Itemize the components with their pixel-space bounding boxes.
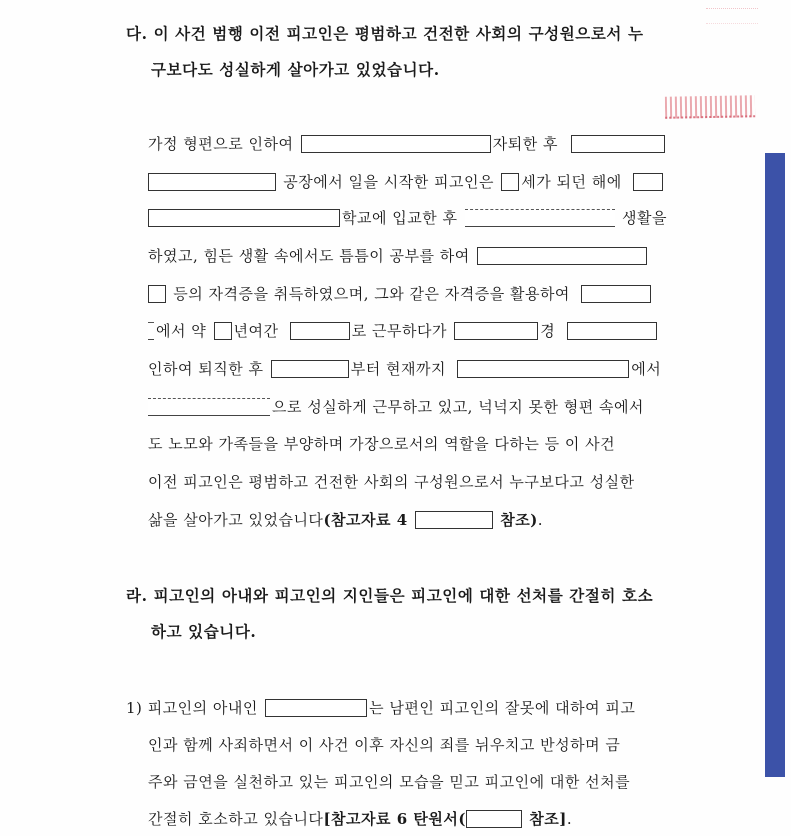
text-fragment: 는 남편인 피고인의 잘못에 대하여 피고 bbox=[369, 699, 636, 717]
redacted-box bbox=[148, 285, 166, 303]
red-seal-stamp bbox=[665, 95, 755, 119]
heading-da-line1: 다. 이 사건 범행 이전 피고인은 평범하고 건전한 사회의 구성원으로서 누 bbox=[126, 24, 644, 43]
text-fragment: 인하여 퇴직한 후 bbox=[148, 360, 264, 378]
reference-note: 참조] bbox=[529, 810, 567, 828]
paragraph-line bbox=[148, 772, 630, 792]
paragraph-line bbox=[148, 809, 572, 829]
redacted-box bbox=[290, 322, 350, 340]
text-fragment: 간절히 호소하고 있습니다 bbox=[148, 810, 324, 828]
faint-stamp-mark bbox=[706, 8, 758, 24]
redacted-box bbox=[466, 810, 522, 828]
redacted-box bbox=[214, 322, 232, 340]
text-fragment: 피고인의 아내인 bbox=[147, 699, 258, 717]
text-fragment: 도 노모와 가족들을 부양하며 가장으로서의 역할을 다하는 등 이 사건 bbox=[148, 435, 616, 453]
redacted-box bbox=[148, 209, 340, 227]
redacted-box bbox=[567, 322, 657, 340]
text-fragment: 세가 되던 해에 bbox=[521, 173, 622, 191]
redacted-box bbox=[265, 699, 367, 717]
paragraph-line bbox=[148, 208, 667, 228]
paragraph-line bbox=[148, 472, 635, 492]
text-fragment: 부터 현재까지 bbox=[350, 360, 446, 378]
redacted-box bbox=[454, 322, 538, 340]
reference-note: 참조) bbox=[500, 511, 538, 529]
reference-note: [참고자료 6 탄원서( bbox=[323, 810, 466, 828]
text-fragment: 경 bbox=[540, 322, 556, 340]
text-fragment: 로 근무하다가 bbox=[351, 322, 448, 340]
redacted-box bbox=[633, 173, 663, 191]
paragraph-line bbox=[148, 397, 644, 417]
redacted-box bbox=[477, 247, 647, 265]
redacted-box bbox=[148, 398, 270, 416]
text-fragment: 생활을 bbox=[622, 209, 668, 227]
paragraph-line bbox=[148, 359, 661, 379]
text-fragment: 자퇴한 후 bbox=[492, 135, 558, 153]
text-fragment: 공장에서 일을 시작한 피고인은 bbox=[283, 173, 494, 191]
text-fragment: 삶을 살아가고 있었습니다 bbox=[148, 511, 324, 529]
paragraph-line bbox=[148, 321, 659, 341]
section-heading-da bbox=[126, 22, 644, 79]
reference-note: (참고자료 4 bbox=[323, 511, 408, 529]
text-fragment: . bbox=[566, 810, 573, 828]
heading-da-line2: 구보다도 성실하게 살아가고 있었습니다. bbox=[151, 60, 440, 79]
text-fragment: 에서 약 bbox=[156, 322, 207, 340]
text-fragment: 으로 성실하게 근무하고 있고, 넉넉지 못한 형편 속에서 bbox=[272, 398, 644, 416]
redacted-box bbox=[501, 173, 519, 191]
text-fragment: . bbox=[537, 511, 544, 529]
redacted-box bbox=[465, 209, 615, 227]
paragraph-line bbox=[148, 246, 649, 266]
redacted-box bbox=[457, 360, 629, 378]
text-fragment: 주와 금연을 실천하고 있는 피고인의 모습을 믿고 피고인에 대한 선처를 bbox=[148, 773, 631, 791]
item-number: 1) bbox=[126, 699, 143, 717]
paragraph-line bbox=[148, 434, 615, 454]
paragraph-line bbox=[148, 172, 665, 192]
heading-ra-line2: 하고 있습니다. bbox=[151, 622, 257, 641]
redacted-box bbox=[581, 285, 651, 303]
redacted-box bbox=[271, 360, 349, 378]
redacted-box bbox=[148, 173, 276, 191]
text-fragment: 등의 자격증을 취득하였으며, 그와 같은 자격증을 활용하여 bbox=[173, 285, 570, 303]
text-fragment: 에서 bbox=[631, 360, 662, 378]
text-fragment: 하였고, 힘든 생활 속에서도 틈틈이 공부를 하여 bbox=[148, 247, 470, 265]
paragraph-line bbox=[148, 134, 667, 154]
redacted-box bbox=[571, 135, 665, 153]
text-fragment: 이전 피고인은 평범하고 건전한 사회의 구성원으로서 누구보다고 성실한 bbox=[148, 473, 635, 491]
heading-ra-line1: 라. 피고인의 아내와 피고인의 지인들은 피고인에 대한 선처를 간절히 호소 bbox=[126, 586, 654, 605]
redacted-box bbox=[148, 322, 154, 340]
redacted-box bbox=[301, 135, 491, 153]
redacted-box bbox=[415, 511, 493, 529]
text-fragment: 가정 형편으로 인하여 bbox=[148, 135, 294, 153]
blue-side-bar bbox=[765, 153, 785, 777]
paragraph-line bbox=[148, 284, 653, 304]
text-fragment: 년여간 bbox=[233, 322, 279, 340]
paragraph-line bbox=[148, 510, 543, 530]
text-fragment: 학교에 입교한 후 bbox=[342, 209, 458, 227]
text-fragment: 인과 함께 사죄하면서 이 사건 이후 자신의 죄를 뉘우치고 반성하며 금 bbox=[148, 736, 621, 754]
paragraph-line bbox=[148, 735, 620, 755]
item-1-line bbox=[126, 698, 635, 718]
section-heading-ra bbox=[126, 584, 654, 641]
